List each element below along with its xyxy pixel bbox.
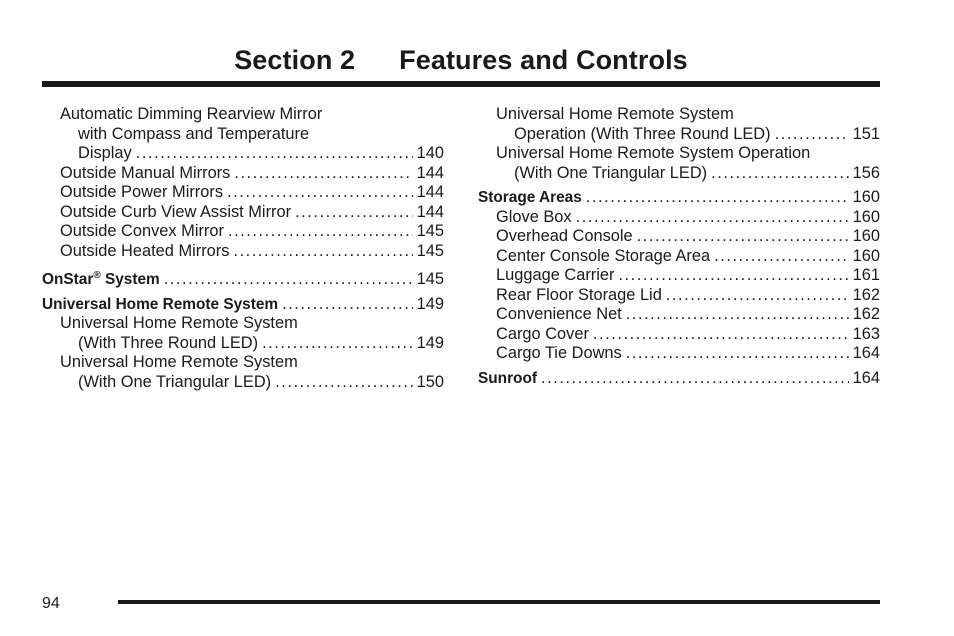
header-rule: [42, 81, 880, 87]
toc-entry-text: Overhead Console: [496, 227, 633, 245]
toc-entry-title: [496, 325, 589, 345]
toc-entry[interactable]: [42, 242, 444, 262]
toc-page-number: 160: [852, 246, 880, 265]
toc-page-number: 156: [852, 163, 880, 182]
toc-column-left: [42, 105, 444, 392]
section-label: Section 2: [234, 45, 356, 75]
toc-entry-text: Outside Heated Mirrors: [60, 241, 230, 260]
toc-entry[interactable]: [42, 203, 444, 223]
toc-entry-title: [60, 222, 224, 242]
toc-entry-title: [60, 164, 230, 184]
toc-entry-row: [42, 222, 444, 242]
toc-entry-row: [42, 295, 444, 315]
toc-entry-title: [78, 334, 258, 354]
toc-entry-row: [42, 266, 444, 290]
toc-entry[interactable]: [42, 105, 444, 164]
toc-entry-text: Sunroof: [478, 369, 537, 387]
toc-page-number: 145: [416, 241, 444, 260]
toc-page-number: 144: [416, 202, 444, 221]
toc-entry[interactable]: [42, 353, 444, 392]
toc-page-number: 160: [852, 227, 880, 245]
toc-page-number: 164: [852, 344, 880, 362]
toc-entry-text: (With One Triangular LED): [78, 372, 272, 391]
toc-entry-row: [478, 286, 880, 306]
dot-leader: [295, 203, 413, 223]
toc-page-number: 163: [852, 324, 880, 343]
toc-entry[interactable]: [478, 369, 880, 389]
toc-entry-text: Outside Convex Mirror: [60, 222, 224, 240]
toc-entry-title: [42, 266, 160, 290]
toc-entry[interactable]: [478, 325, 880, 345]
toc-entry-text: Rear Floor Storage Lid: [496, 285, 662, 304]
toc-entry-text: Center Console Storage Area: [496, 246, 711, 265]
dot-leader: [136, 144, 413, 164]
toc-entry-row: [42, 203, 444, 223]
dot-leader: [775, 125, 849, 145]
toc-entry-title: [478, 188, 582, 208]
section-title: Features and Controls: [399, 45, 688, 75]
toc-entry-row: [478, 227, 880, 247]
toc-entry-text: Luggage Carrier: [496, 266, 615, 284]
toc-entry[interactable]: [478, 188, 880, 208]
toc-entry-text: Operation (With Three Round LED): [514, 124, 771, 143]
toc-entry-text: (With Three Round LED): [78, 333, 259, 352]
toc-entry[interactable]: [478, 266, 880, 286]
toc-entry-text: Outside Curb View Assist Mirror: [60, 202, 292, 221]
dot-leader: [666, 286, 849, 306]
toc-entry-text: Cargo Tie Downs: [496, 344, 622, 362]
toc-entry-text: Universal Home Remote System: [496, 105, 734, 123]
toc-entry-row: [42, 242, 444, 262]
toc-entry[interactable]: [478, 247, 880, 267]
toc-entry[interactable]: [42, 295, 444, 315]
toc-entry-text: Universal Home Remote System: [60, 314, 298, 332]
toc-entry-row: [478, 325, 880, 345]
toc-page-number: 144: [416, 183, 444, 201]
dot-leader: [233, 242, 412, 262]
registered-mark: ®: [93, 270, 101, 281]
footer-rule: [118, 600, 880, 604]
toc-entry[interactable]: [478, 286, 880, 306]
toc-entry-title: [60, 203, 291, 223]
toc-page-number: 151: [852, 124, 880, 143]
toc-entry-title: [496, 286, 662, 306]
toc-entry-text: Glove Box: [496, 207, 572, 226]
toc-entry-title: [514, 164, 707, 184]
dot-leader: [227, 183, 413, 203]
page-number: 94: [42, 595, 60, 612]
toc-entry-row: [478, 344, 880, 364]
dot-leader: [593, 325, 849, 345]
toc-entry[interactable]: [42, 164, 444, 184]
toc-entry-row: [478, 369, 880, 389]
dot-leader: [576, 208, 849, 228]
toc-entry-text-tail: System: [100, 271, 160, 288]
toc-entry-title: [78, 373, 271, 393]
toc-entry-text: Outside Power Mirrors: [60, 183, 224, 201]
toc-entry[interactable]: [42, 314, 444, 353]
toc-entry-row: [42, 373, 444, 393]
toc-entry-row: [478, 125, 880, 145]
toc-entry-row: [478, 164, 880, 184]
dot-leader: [586, 188, 849, 208]
toc-entry[interactable]: [478, 227, 880, 247]
toc-entry[interactable]: [478, 305, 880, 325]
toc-column-right: [478, 105, 880, 388]
toc-entry[interactable]: [42, 222, 444, 242]
toc-entry-text: Universal Home Remote System: [42, 295, 279, 313]
page-title: [42, 40, 880, 80]
toc-page-number: 164: [852, 368, 880, 387]
toc-entry-text: Display: [78, 144, 132, 162]
toc-entry-row: [42, 164, 444, 184]
toc-entry-row: [478, 247, 880, 267]
toc-entry-title: [42, 295, 278, 315]
toc-entry-row: [478, 188, 880, 208]
toc-entry-title: [496, 208, 572, 228]
toc-entry-title: [496, 266, 614, 286]
dot-leader: [541, 369, 849, 389]
toc-entry[interactable]: [42, 266, 444, 290]
toc-page-number: 145: [416, 222, 444, 240]
toc-entry[interactable]: [478, 208, 880, 228]
toc-page-number: 149: [416, 333, 444, 352]
dot-leader: [637, 227, 849, 247]
toc-entry-text: Automatic Dimming Rearview Mirror: [60, 105, 323, 123]
toc-entry-row: [42, 183, 444, 203]
toc-entry[interactable]: [478, 144, 880, 183]
toc-entry[interactable]: [478, 105, 880, 144]
toc-entry-title: [496, 247, 710, 267]
toc-entry-text: Universal Home Remote System Operation: [496, 144, 811, 162]
toc-entry-title: [60, 242, 229, 262]
toc-entry[interactable]: [42, 183, 444, 203]
dot-leader: [228, 222, 413, 242]
toc-page-number: 160: [852, 188, 880, 206]
toc-entry-text: Convenience Net: [496, 305, 622, 323]
toc-entry-title: [78, 144, 132, 164]
toc-entry-row: [478, 208, 880, 228]
dot-leader: [714, 247, 849, 267]
dot-leader: [262, 334, 413, 354]
toc-entry-text: (With One Triangular LED): [514, 163, 708, 182]
toc-page-number: 145: [416, 270, 444, 288]
toc-entry-title: [478, 369, 537, 389]
toc-entry[interactable]: [478, 344, 880, 364]
toc-page-number: 162: [852, 285, 880, 304]
dot-leader: [618, 266, 848, 286]
toc-page-number: 144: [416, 163, 444, 182]
toc-entry-text: with Compass and Temperature: [78, 124, 310, 143]
toc-page-number: 162: [852, 305, 880, 323]
toc-page-number: 160: [852, 207, 880, 226]
toc-page-number: 140: [416, 144, 444, 162]
toc-entry-row: [42, 334, 444, 354]
toc-entry-text: Storage Areas: [478, 189, 582, 206]
dot-leader: [626, 344, 849, 364]
dot-leader: [626, 305, 849, 325]
dot-leader: [164, 270, 413, 290]
dot-leader: [282, 295, 413, 315]
toc-entry-text: Cargo Cover: [496, 324, 589, 343]
toc-entry-title: [496, 227, 633, 247]
dot-leader: [275, 373, 413, 393]
toc-page-number: 161: [852, 266, 880, 284]
toc-entry-text: Outside Manual Mirrors: [60, 163, 231, 182]
toc-page-number: 150: [416, 372, 444, 391]
toc-entry-title: [496, 305, 622, 325]
toc-entry-row: [42, 144, 444, 164]
toc-entry-title: [60, 183, 223, 203]
toc-entry-text: OnStar: [42, 271, 94, 288]
toc-entry-text: Universal Home Remote System: [60, 353, 298, 371]
toc-entry-title: [496, 344, 622, 364]
toc-entry-row: [478, 305, 880, 325]
dot-leader: [711, 164, 849, 184]
toc-entry-row: [478, 266, 880, 286]
dot-leader: [234, 164, 412, 184]
toc-page-number: 149: [416, 294, 444, 313]
toc-entry-title: [514, 125, 771, 145]
